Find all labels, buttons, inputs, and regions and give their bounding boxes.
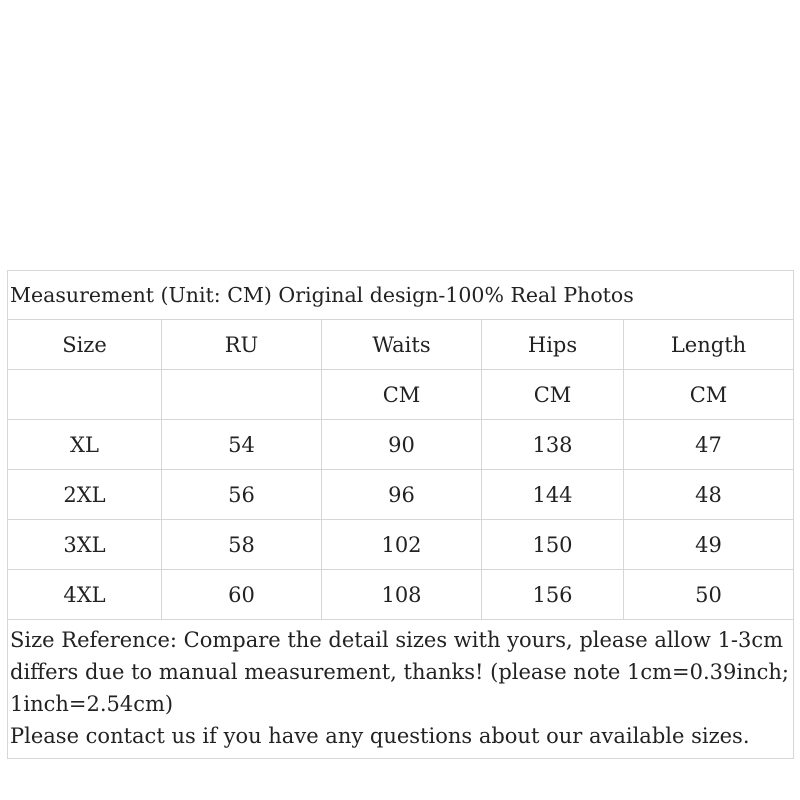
hips-cell: 150 <box>482 520 624 570</box>
ru-cell: 60 <box>162 570 322 620</box>
waist-cell: 108 <box>322 570 482 620</box>
waist-cell: 90 <box>322 420 482 470</box>
ru-cell: 58 <box>162 520 322 570</box>
table-row <box>8 570 794 620</box>
hips-cell: 138 <box>482 420 624 470</box>
length-cell: 49 <box>624 520 794 570</box>
unit-cell <box>8 370 162 420</box>
size-cell: XL <box>8 420 162 470</box>
notes-row <box>8 620 794 759</box>
hips-cell: 144 <box>482 470 624 520</box>
size-cell: 2XL <box>8 470 162 520</box>
unit-cell: CM <box>482 370 624 420</box>
table-row <box>8 520 794 570</box>
unit-cell: CM <box>624 370 794 420</box>
header-hips: Hips <box>482 320 624 370</box>
size-chart-table <box>7 270 794 759</box>
header-waist: Waits <box>322 320 482 370</box>
contact-note: Please contact us if you have any questions about our available sizes. <box>10 724 750 748</box>
table-row <box>8 470 794 520</box>
ru-cell: 56 <box>162 470 322 520</box>
unit-cell: CM <box>322 370 482 420</box>
size-cell: 4XL <box>8 570 162 620</box>
table-row <box>8 420 794 470</box>
waist-cell: 96 <box>322 470 482 520</box>
header-row <box>8 320 794 370</box>
unit-row <box>8 370 794 420</box>
size-reference-note: Size Reference: Compare the detail sizes with yours, please allow 1-3cm differs due to manual measurement, thanks! (please note 1cm=0.39inch; 1inch=2.54cm) <box>10 628 790 716</box>
size-cell: 3XL <box>8 520 162 570</box>
header-size: Size <box>8 320 162 370</box>
unit-cell <box>162 370 322 420</box>
length-cell: 47 <box>624 420 794 470</box>
header-ru: RU <box>162 320 322 370</box>
notes-cell <box>8 620 794 759</box>
caption-row <box>8 271 794 320</box>
hips-cell: 156 <box>482 570 624 620</box>
length-cell: 50 <box>624 570 794 620</box>
length-cell: 48 <box>624 470 794 520</box>
waist-cell: 102 <box>322 520 482 570</box>
ru-cell: 54 <box>162 420 322 470</box>
table-caption: Measurement (Unit: CM) Original design-100% Real Photos <box>8 271 794 320</box>
header-length: Length <box>624 320 794 370</box>
